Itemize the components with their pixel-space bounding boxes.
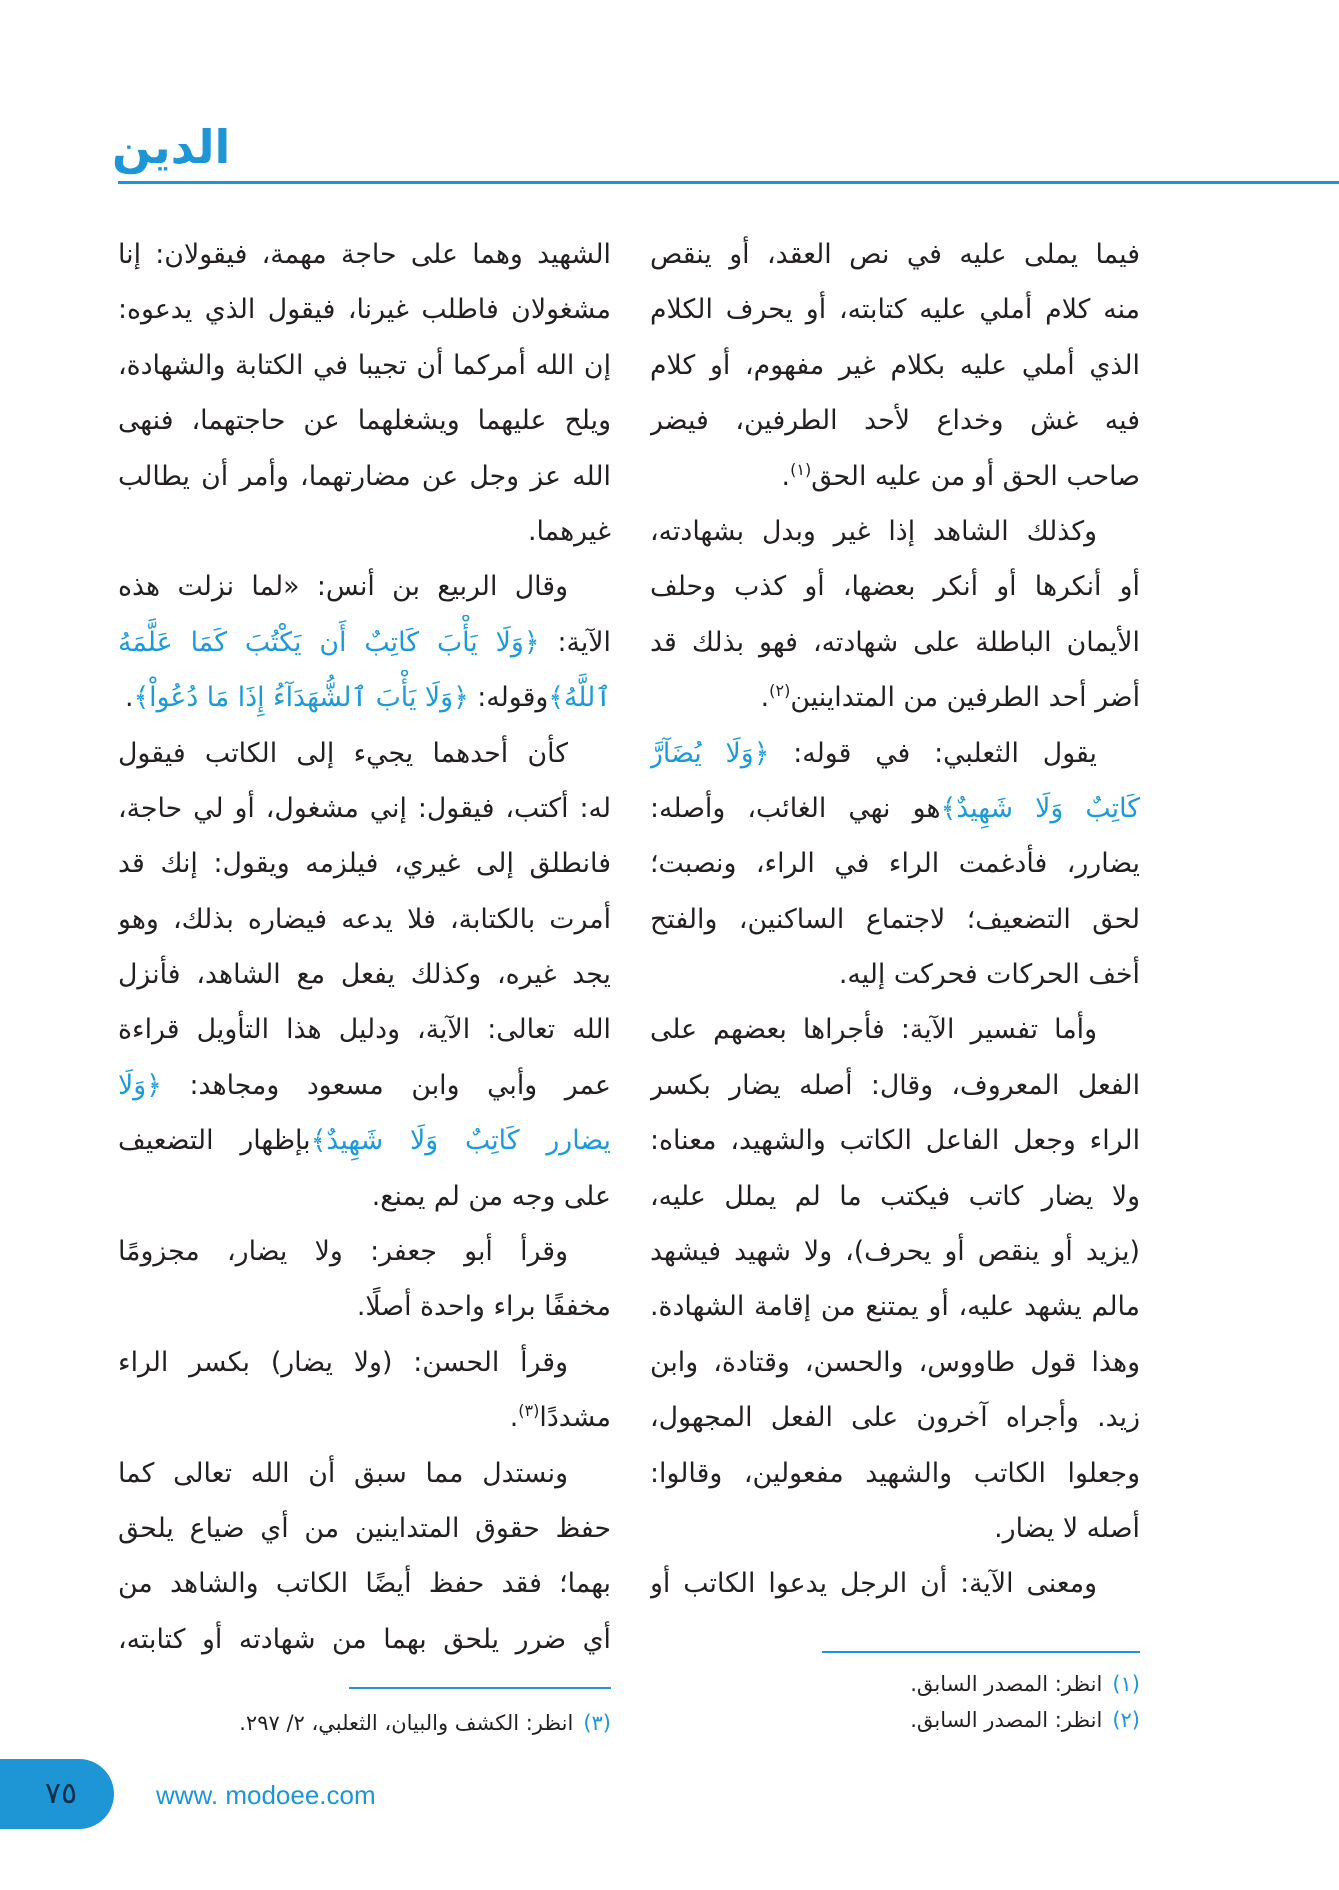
text-line: وقال الربيع بن أنس: «لما نزلت هذه [118,571,568,603]
paragraph [650,726,1140,1003]
line-text: عمر وأبي وابن مسعود ومجاهد: [189,1069,611,1101]
text-line: أو أنكرها أو أنكر بعضها، أو كذب وحلف [650,571,1140,603]
text-line: ويلح عليهما ويشغلهما عن حاجتهما، فنهى [118,405,611,437]
footnote-rule [822,1651,1140,1653]
text-line: وقرأ أبو جعفر: ولا يضار، مجزومًا [118,1236,568,1268]
line-text: صاحب الحق أو من عليه الحق [811,460,1140,492]
paragraph [118,1446,611,1668]
page-number-tab [0,1759,114,1829]
footnote-rule [349,1687,611,1689]
quran-verse: ﴿وَلَا يُضَآرَّ [650,737,770,769]
text-line: وقرأ الحسن: (ولا يضار) بكسر الراء [118,1346,568,1378]
paragraph [118,726,611,1225]
text-line: مخففًا براء واحدة أصلًا. [356,1291,611,1323]
paragraph [650,227,1140,504]
section-title: الدين [112,120,231,174]
line-text: أضر أحد الطرفين من المتداينين [790,682,1140,714]
footnote-text: انظر: الكشف والبيان، الثعلبي، ٢/ ٢٩٧. [239,1711,574,1735]
text-line: الله تعالى: الآية، ودليل هذا التأويل قراءة [118,1014,611,1046]
text-line: زيد. وأجراه آخرون على الفعل المجهول، [650,1402,1140,1434]
text-line: فانطلق إلى غيري، فيلزمه ويقول: إنك قد [118,848,611,880]
footnote [650,1666,1140,1702]
text-line: منه كلام أملي عليه كتابته، أو يحرف الكلام [650,294,1140,326]
right-column [650,227,1140,1612]
paragraph [650,1556,1140,1611]
footnote-text: انظر: المصدر السابق. [910,1672,1103,1696]
text-line: وكذلك الشاهد إذا غير وبدل بشهادته، [650,515,1097,547]
line-text: وقوله: [477,682,549,714]
text-line: له: أكتب، فيقول: إني مشغول، أو لي حاجة، [118,792,611,824]
text-line [118,615,611,670]
left-column [118,227,611,1667]
text-line: ولا يضار كاتب فيكتب ما لم يملل عليه، [650,1180,1140,1212]
text-line: حفظ حقوق المتداينين من أي ضياع يلحق [118,1512,611,1544]
text-line: ومعنى الآية: أن الرجل يدعوا الكاتب أو [650,1568,1097,1600]
footnote-ref: (٣) [518,1401,540,1421]
text-line: مالم يشهد عليه، أو يمتنع من إقامة الشهادة. [650,1291,1140,1323]
line-text: . [781,460,791,492]
paragraph [118,559,611,725]
line-text: هو نهي الغائب، وأصله: [650,792,941,824]
footnotes [650,1666,1140,1738]
text-line: أصله لا يضار. [994,1512,1140,1544]
text-line: الذي أملي عليه بكلام غير مفهوم، أو كلام [650,349,1140,381]
text-line: إن الله أمركما أن تجيبا في الكتابة والشهادة، [118,349,611,381]
footnote-ref: (٢) [769,681,791,701]
text-line: بهما؛ فقد حفظ أيضًا الكاتب والشاهد من [118,1568,611,1600]
footnote [650,1702,1140,1738]
footnote-text: انظر: المصدر السابق. [910,1708,1103,1732]
page-number: ٧٥ [44,1776,78,1811]
text-line: وأما تفسير الآية: فأجراها بعضهم على [650,1014,1097,1046]
text-line [650,670,1140,725]
footnotes [118,1705,611,1741]
quran-verse: ﴿وَلَا يَأْبَ كَاتِبٌ أَن يَكْتُبَ كَمَا عَلَّمَهُ [118,626,540,658]
paragraph [118,1224,611,1335]
footnote-number: (٢) [1112,1708,1140,1732]
text-line: الله عز وجل عن مضارتهما، وأمر أن يطالب [118,460,611,492]
paragraph [650,1002,1140,1556]
line-text: الآية: [557,626,611,658]
text-line [118,1113,611,1168]
website-url: www. modoee.com [156,1780,376,1810]
text-line: وهذا قول طاووس، والحسن، وقتادة، وابن [650,1346,1140,1378]
text-line: فيما يملى عليه في نص العقد، أو ينقص [650,239,1140,270]
text-line: يضارر، فأدغمت الراء في الراء، ونصبت؛ [650,848,1140,880]
text-line [650,781,1140,836]
text-line: أمرت بالكتابة، فلا يدعه فيضاره بذلك، وهو [118,903,611,935]
quran-verse: يضارر كَاتِبٌ وَلَا شَهِيدٌ﴾ [310,1125,611,1157]
text-line: الشهيد وهما على حاجة مهمة، فيقولان: إنا [118,239,611,270]
text-line: غيرهما. [527,515,611,547]
paragraph [118,227,611,559]
footnote-number: (١) [1112,1672,1140,1696]
text-line: (يزيد أو ينقص أو يحرف)، ولا شهيد فيشهد [650,1236,1140,1268]
quran-verse: ﴿وَلَا [118,1069,162,1101]
text-line [118,1390,611,1445]
line-text: يقول الثعلبي: في قوله: [793,737,1097,769]
text-line: الراء وجعل الفاعل الكاتب والشهيد، معناه: [650,1125,1140,1157]
text-line: يجد غيره، وكذلك يفعل مع الشاهد، فأنزل [118,959,611,991]
text-line [650,449,1140,504]
footnote-ref: (١) [790,459,812,479]
text-line: مشغولان فاطلب غيرنا، فيقول الذي يدعوه: [118,294,611,326]
text-line [118,1058,611,1113]
text-line: الفعل المعروف، وقال: أصله يضار بكسر [650,1069,1140,1101]
text-line: لحق التضعيف؛ لاجتماع الساكنين، والفتح [650,903,1140,935]
text-line [650,726,1140,781]
quran-verse: ٱللَّهُ﴾ [548,682,611,714]
text-line [118,670,611,725]
line-text: . [124,682,134,714]
text-line: على وجه من لم يمنع. [371,1180,611,1212]
quran-verse: كَاتِبٌ وَلَا شَهِيدٌ﴾ [940,792,1140,824]
text-line: الأيمان الباطلة على شهادته، فهو بذلك قد [650,626,1140,658]
header-rule [118,181,1339,184]
text-line: أخف الحركات فحركت إليه. [838,959,1140,991]
quran-verse: ﴿وَلَا يَأْبَ ٱلشُّهَدَآءُ إِذَا مَا دُعُواْ﴾ [133,682,469,714]
line-text: . [760,682,770,714]
paragraph [650,504,1140,726]
text-line: وجعلوا الكاتب والشهيد مفعولين، وقالوا: [650,1457,1140,1489]
line-text: مشددًا [539,1402,611,1434]
text-line: فيه غش وخداع لأحد الطرفين، فيضر [650,405,1140,437]
line-text: . [509,1402,519,1434]
text-line: كأن أحدهما يجيء إلى الكاتب فيقول [118,737,568,769]
text-line: ونستدل مما سبق أن الله تعالى كما [118,1457,568,1489]
footnote [118,1705,611,1741]
line-text: بإظهار التضعيف [118,1125,311,1157]
footnote-number: (٣) [583,1711,611,1735]
text-line: أي ضرر يلحق بهما من شهادته أو كتابته، [118,1623,611,1655]
paragraph [118,1335,611,1446]
